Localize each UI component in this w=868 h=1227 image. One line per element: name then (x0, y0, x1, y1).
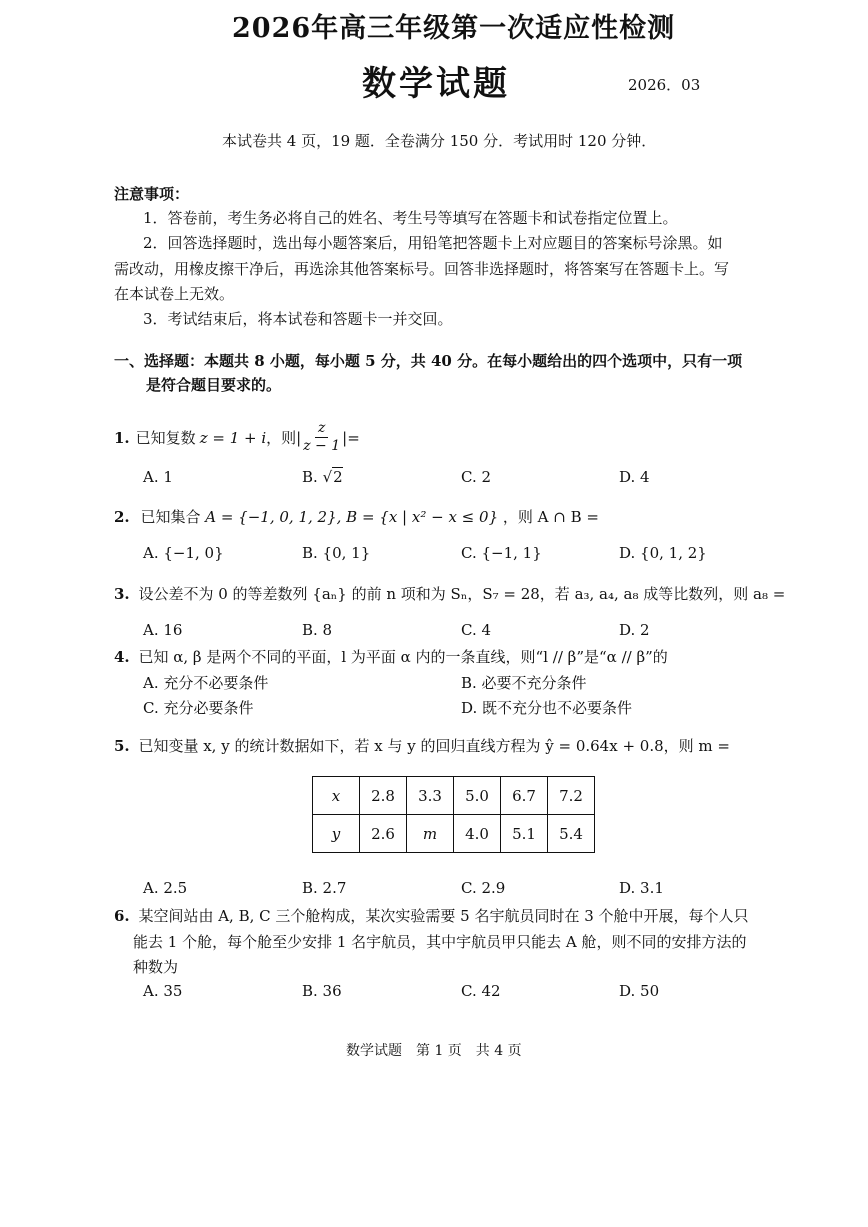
option-b (302, 468, 343, 486)
section-heading-line-1: 一、选择题：本题共 8 小题，每小题 5 分，共 40 分。在每小题给出的四个选项中，只有一项 (114, 352, 743, 370)
math-expression: A = {−1, 0, 1, 2}, B = {x | x² − x ≤ 0} (205, 508, 499, 526)
option-a: A. 35 (143, 982, 183, 1000)
page-footer: 数学试题 第 1 页 共 4 页 (346, 1043, 522, 1059)
option-d: D. 2 (619, 621, 650, 639)
question-6-line-2: 能去 1 个舱，每个舱至少安排 1 名宇航员，其中宇航员甲只能去 A 舱，则不同的安排方法的 (133, 933, 747, 951)
option-b: B. {0, 1} (302, 544, 371, 562)
note-item-3: 3．考试结束后，将本试卷和答题卡一并交回。 (143, 310, 453, 328)
table-cell: 4.0 (454, 815, 501, 853)
fraction-numerator: z (315, 420, 328, 438)
abs-bar: |= (342, 428, 360, 447)
option-b: B. 36 (302, 982, 342, 1000)
table-cell: 5.0 (454, 777, 501, 815)
question-5 (114, 735, 730, 756)
note-item-2-line-3: 在本试卷上无效。 (114, 285, 235, 303)
option-c: C. 42 (461, 982, 501, 1000)
option-b: B. 2.7 (302, 879, 347, 897)
table-row (313, 815, 595, 853)
option-d: D. 3.1 (619, 879, 664, 897)
table-cell: x (313, 777, 360, 815)
option-b: B. 8 (302, 621, 333, 639)
option-d: D. 4 (619, 468, 650, 486)
question-number: 4. (114, 648, 130, 666)
question-6-line-1 (114, 905, 749, 926)
question-3 (114, 583, 785, 604)
exam-title: 2026年高三年级第一次适应性检测 (232, 13, 676, 44)
option-d: D. 既不充分也不必要条件 (461, 699, 633, 717)
option-a: A. 2.5 (143, 879, 188, 897)
abs-bar: | (296, 428, 302, 447)
question-text: 已知 α, β 是两个不同的平面，l 为平面 α 内的一条直线，则“l // β”是“α // β”的 (138, 648, 668, 666)
question-number: 2. (114, 508, 130, 526)
option-d: D. 50 (619, 982, 660, 1000)
table-cell: 5.1 (501, 815, 548, 853)
note-item-2-line-1: 2．回答选择题时，选出每小题答案后，用铅笔把答题卡上对应题目的答案标号涂黑。如 (143, 234, 723, 252)
question-text: 已知复数 (135, 429, 196, 447)
option-a: A. {−1, 0} (143, 544, 224, 562)
section-heading-line-2: 是符合题目要求的。 (146, 376, 282, 394)
math-expression: z = 1 + i (199, 428, 267, 447)
table-cell: 2.6 (360, 815, 407, 853)
option-b: B. 必要不充分条件 (461, 674, 587, 692)
question-text: ，则 (266, 429, 297, 447)
table-row (313, 777, 595, 815)
table-cell: m (407, 815, 454, 853)
option-label: B. (302, 468, 323, 486)
table-cell: y (313, 815, 360, 853)
question-number: 6. (114, 907, 130, 925)
option-d: D. {0, 1, 2} (619, 544, 707, 562)
notes-heading: 注意事项： (114, 185, 190, 203)
exam-info: 本试卷共 4 页，19 题．全卷满分 150 分．考试用时 120 分钟． (222, 132, 657, 150)
question-text: ，则 A ∩ B = (502, 508, 599, 526)
note-item-1: 1．答卷前，考生务必将自己的姓名、考生号等填写在答题卡和试卷指定位置上。 (143, 209, 678, 227)
option-c: C. {−1, 1} (461, 544, 542, 562)
table-cell: 2.8 (360, 777, 407, 815)
note-item-2-line-2: 需改动，用橡皮擦干净后，再选涂其他答案标号。回答非选择题时，将答案写在答题卡上。写 (114, 260, 730, 278)
subject-title: 数学试题 (362, 64, 510, 104)
option-a: A. 充分不必要条件 (143, 674, 269, 692)
fraction-denominator: z − 1 (303, 438, 341, 454)
data-table (312, 776, 595, 853)
question-2 (114, 506, 599, 527)
fraction (303, 420, 340, 455)
option-c: C. 2.9 (461, 879, 506, 897)
question-4 (114, 646, 668, 667)
option-a: A. 16 (143, 621, 183, 639)
question-text: 已知变量 x, y 的统计数据如下，若 x 与 y 的回归直线方程为 ŷ = 0.64x + 0.8，则 m = (138, 737, 730, 755)
table-cell: 6.7 (501, 777, 548, 815)
question-text: 设公差不为 0 的等差数列 {aₙ} 的前 n 项和为 Sₙ，S₇ = 28，若 a₃, a₄, a₈ 成等比数列，则 a₈ = (138, 585, 786, 603)
option-c: C. 4 (461, 621, 492, 639)
radicand: 2 (333, 468, 343, 486)
question-number: 5. (114, 737, 130, 755)
question-text: 某空间站由 A, B, C 三个舱构成，某次实验需要 5 名宇航员同时在 3 个舱中开展，每个人只 (138, 907, 749, 925)
table-cell: 5.4 (548, 815, 595, 853)
question-number: 3. (114, 585, 130, 603)
table-cell: 3.3 (407, 777, 454, 815)
sqrt-symbol: √2 (322, 468, 343, 486)
option-c: C. 充分必要条件 (143, 699, 254, 717)
exam-date: 2026．03 (628, 76, 701, 94)
table-cell: 7.2 (548, 777, 595, 815)
question-1 (114, 420, 360, 455)
question-6-line-3: 种数为 (133, 958, 179, 976)
option-c: C. 2 (461, 468, 492, 486)
question-text: 已知集合 (140, 508, 201, 526)
option-a: A. 1 (143, 468, 173, 486)
question-number: 1. (114, 428, 130, 447)
